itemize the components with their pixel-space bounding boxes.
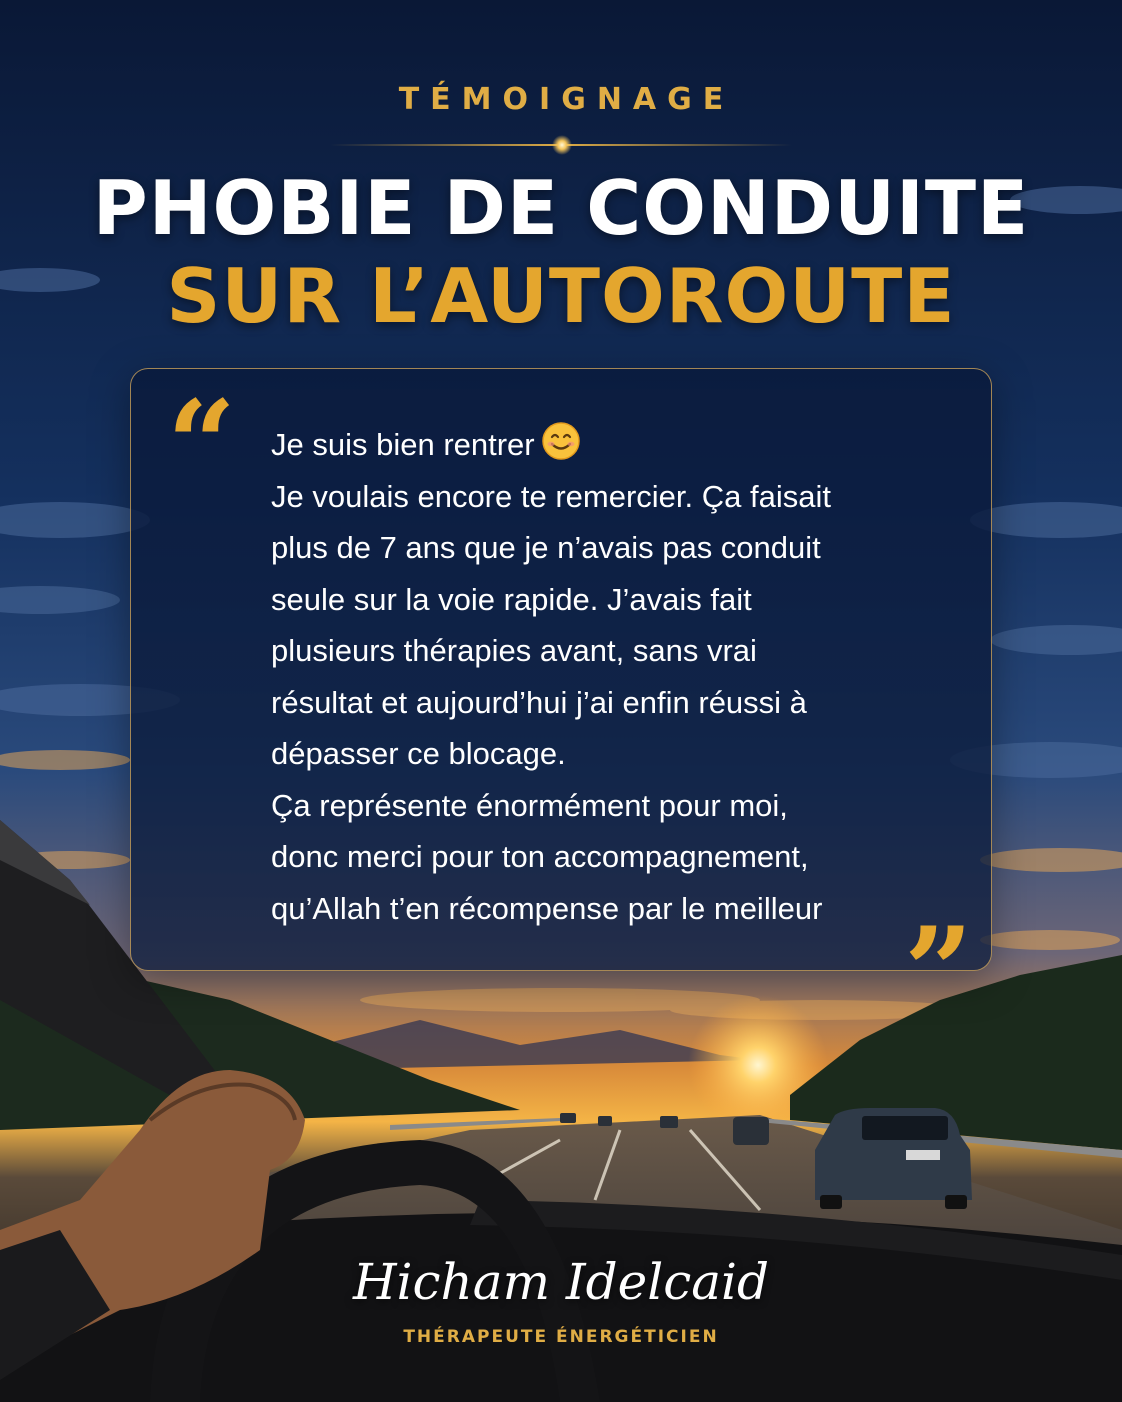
testimonial-line: donc merci pour ton accompagnement, [271,839,809,874]
testimonial-line: seule sur la voie rapide. J’avais fait [271,581,752,617]
testimonial-line: plusieurs thérapies avant, sans vrai [271,633,757,668]
testimonial-card [130,368,992,1042]
role-label: THÉRAPEUTE ÉNERGÉTICIEN [403,1327,719,1347]
testimonial-line: Ça représente énormément pour moi, [271,787,788,823]
close-quote-icon: ” [903,901,973,1042]
testimonial-line: dépasser ce blocage. [271,736,566,771]
testimonial-line: Je voulais encore te remercier. Ça faisait [271,478,831,514]
testimonial-line: résultat et aujourd’hui j’ai enfin réussi à [271,684,807,720]
sparkle-icon [552,135,572,155]
testimonial-line [271,419,971,471]
signature: Hicham Idelcaid [352,1253,770,1311]
testimonial-line: plus de 7 ans que je n’avais pas conduit [271,530,821,565]
smiling-face-icon [541,421,581,461]
open-quote-icon: “ [167,374,237,515]
testimonial-text [271,419,971,934]
testimonial-line-text: Je suis bien rentrer [271,427,535,462]
kicker-label: TÉMOIGNAGE [398,82,735,117]
testimonial-line: qu’Allah t’en récompense par le meilleur [271,890,823,926]
title-line-1: PHOBIE DE CONDUITE [92,164,1030,252]
title-line-2: SUR L’AUTOROUTE [166,252,956,340]
